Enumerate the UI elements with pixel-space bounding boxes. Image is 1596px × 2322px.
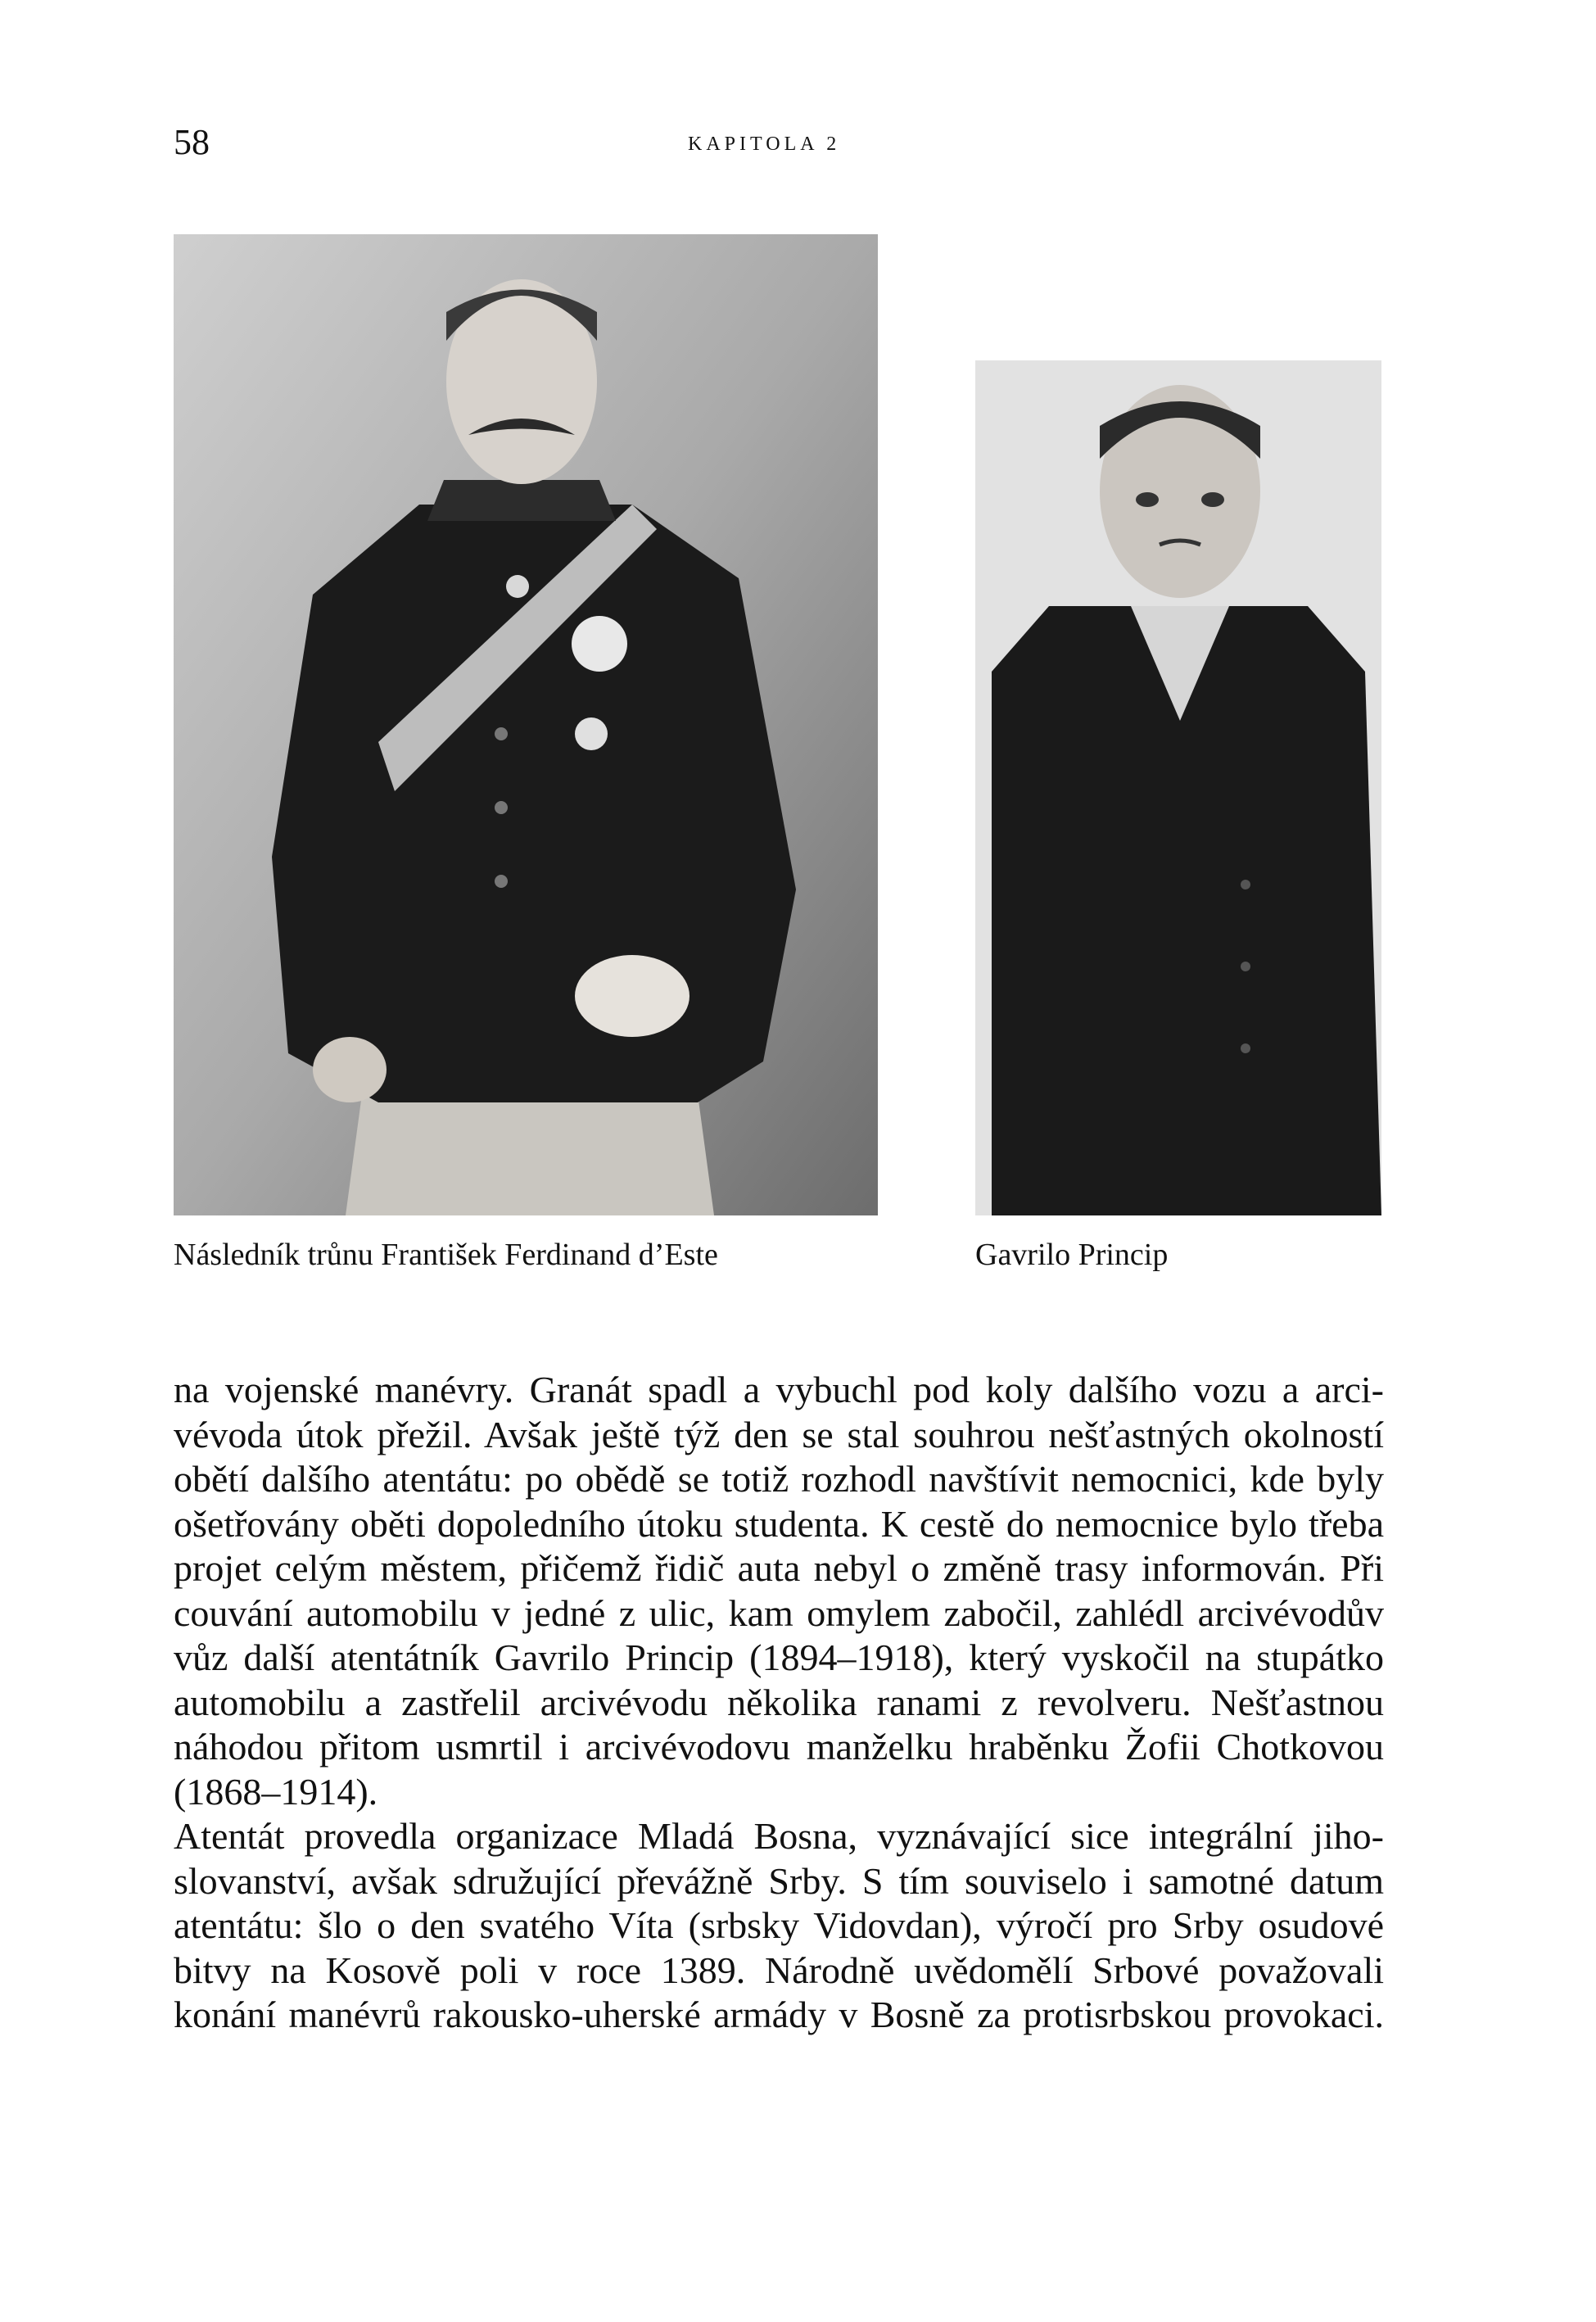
figure-caption-right: Gavrilo Princip <box>975 1238 1169 1272</box>
text-line: náhodou přitom usmrtil i arcivévodovu manželku hraběnku Žofii Chotkovou <box>174 1726 1384 1768</box>
archduke-photo-icon <box>174 234 878 1215</box>
body-text <box>174 1368 1384 2038</box>
text-line: konání manévrů rakousko-uherské armády v Bosně za protisrbskou provokaci. <box>174 1994 1384 2035</box>
text-line: atentátu: šlo o den svatého Víta (srbsky Vidovdan), výročí pro Srby osudové <box>174 1904 1384 1946</box>
text-line: ošetřovány oběti dopoledního útoku studenta. K cestě do nemocnice bylo třeba <box>174 1502 1384 1545</box>
text-line: vévoda útok přežil. Avšak ještě týž den se stal souhrou nešťastných okolností <box>174 1413 1384 1455</box>
text-line: slovanství, avšak sdružující převážně Srby. S tím souviselo i samotné datum <box>174 1859 1384 1902</box>
text-line: obětí dalšího atentátu: po obědě se totiž rozhodl navštívit nemocnici, kde byly <box>174 1458 1384 1500</box>
figure-caption-left: Následník trůnu František Ferdinand d’Este <box>174 1238 718 1272</box>
princip-photo-icon <box>975 360 1381 1215</box>
text-line: vůz další atentátník Gavrilo Princip (1894–1918), který vyskočil na stupátko <box>174 1636 1384 1678</box>
text-line: na vojenské manévry. Granát spadl a vybuchl pod koly dalšího vozu a arci- <box>174 1369 1384 1410</box>
page-number: 58 <box>174 122 210 162</box>
text-line: (1868–1914). <box>174 1770 378 1813</box>
running-head: KAPITOLA 2 <box>688 134 841 155</box>
text-line: automobilu a zastřelil arcivévodu několika ranami z revolveru. Nešťastnou <box>174 1681 1384 1723</box>
portrait-photo-princip <box>975 360 1381 1215</box>
text-line: Atentát provedla organizace Mladá Bosna, vyznávající sice integrální jiho- <box>174 1815 1384 1857</box>
text-line: couvání automobilu v jedné z ulic, kam omylem zabočil, zahlédl arcivévodův <box>174 1591 1384 1634</box>
portrait-photo-archduke <box>174 234 878 1215</box>
text-line: bitvy na Kosově poli v roce 1389. Národně uvědomělí Srbové považovali <box>174 1949 1384 1991</box>
text-line: projet celým městem, přičemž řidič auta nebyl o změně trasy informován. Při <box>174 1547 1384 1589</box>
